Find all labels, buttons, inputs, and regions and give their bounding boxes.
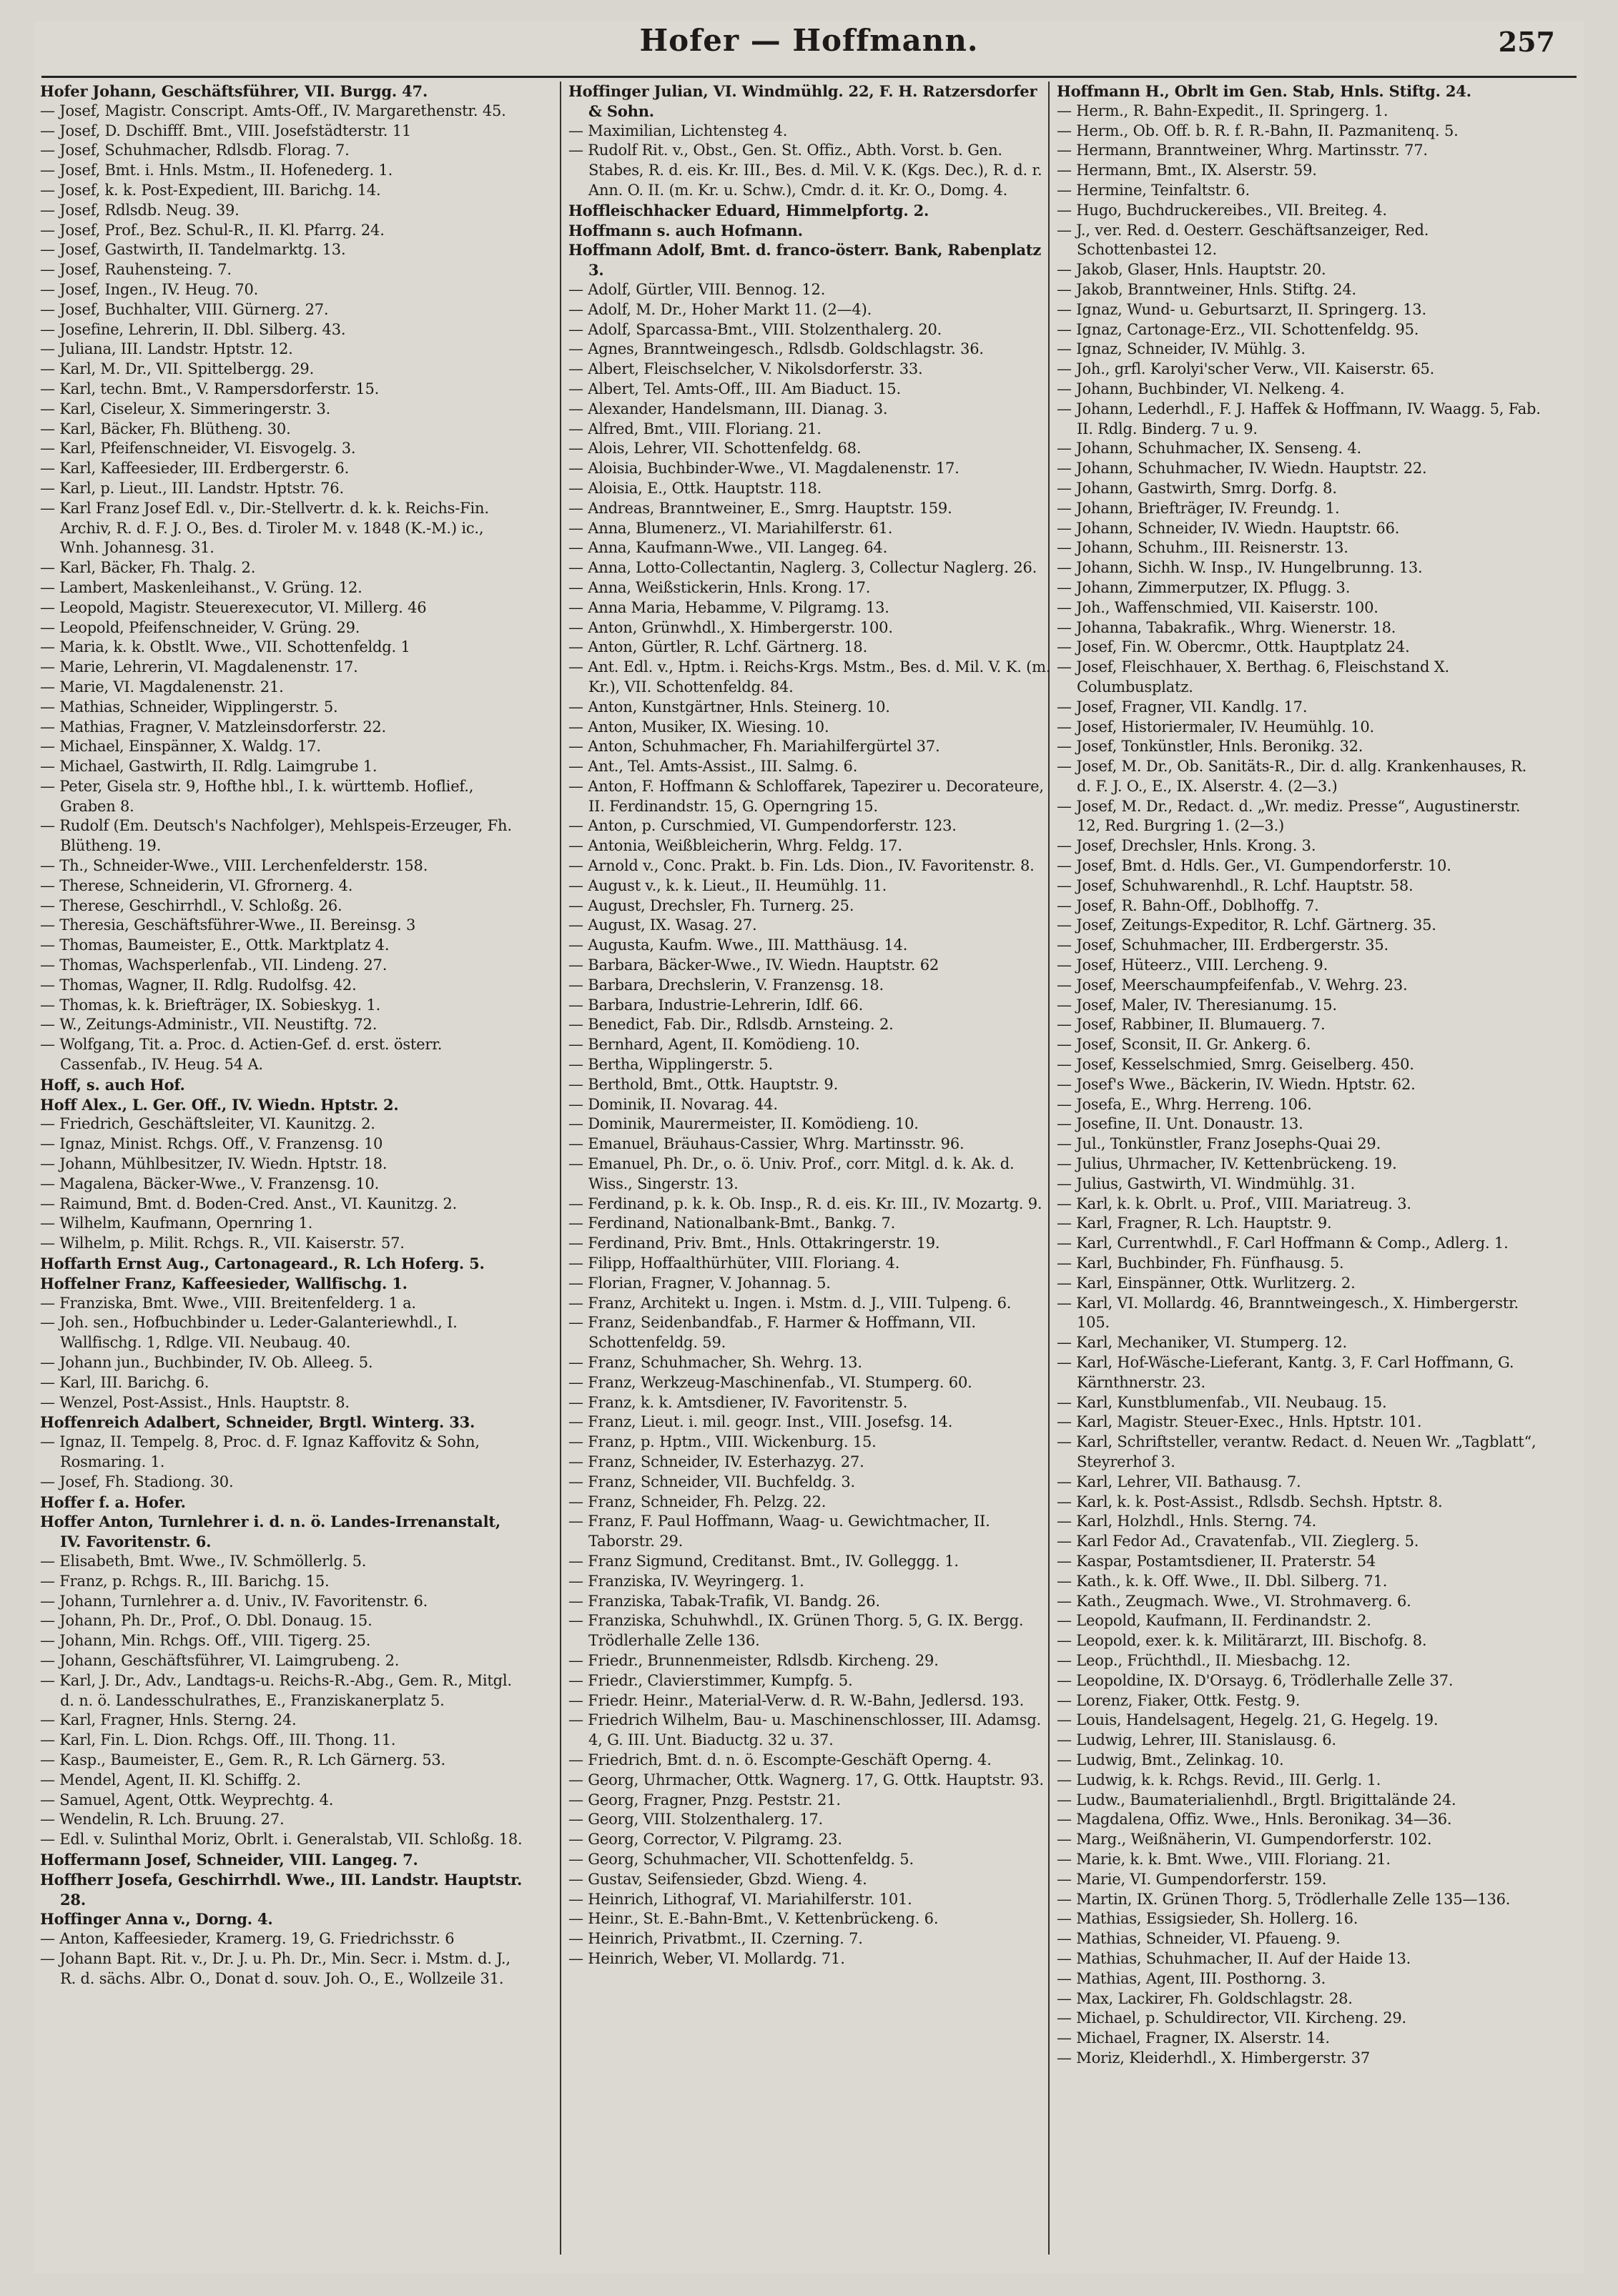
directory-entry: — Josef, Prof., Bez. Schul-R., II. Kl. Pfarrg. 24. (40, 221, 385, 239)
directory-entry: — Michael, p. Schuldirector, VII. Kircheng. 29. (1057, 2009, 1407, 2027)
directory-entry: — Karl, Fragner, Hnls. Sterng. 24. (40, 1711, 297, 1729)
directory-entry: — Karl, k. k. Post-Assist., Rdlsdb. Sechsh. Hptstr. 8. (1057, 1493, 1443, 1510)
directory-entry: — Johann Bapt. Rit. v., Dr. J. u. Ph. Dr., Min. Secr. i. Mstm. d. J., R. d. sächs. Albr. O., Donat d. souv. Joh. O., E., Wollzeile 31. (40, 1949, 510, 1987)
directory-entry: — Karl, M. Dr., VII. Spittelbergg. 29. (40, 360, 315, 378)
directory-entry: — Johann, Schuhmacher, IV. Wiedn. Hauptstr. 22. (1057, 460, 1427, 477)
directory-entry: — Friedr., Clavierstimmer, Kumpfg. 5. (568, 1671, 853, 1689)
directory-entry: — Johann, Geschäftsführer, VI. Laimgrubeng. 2. (40, 1651, 400, 1669)
directory-entry: — Josef, Ingen., IV. Heug. 70. (40, 280, 259, 298)
directory-entry: — Josef, Fin. W. Obercmr., Ottk. Hauptplatz 24. (1057, 638, 1410, 656)
directory-entry: — Mathias, Fragner, V. Matzleinsdorferstr. 22. (40, 718, 387, 736)
directory-entry: — Mathias, Schneider, VI. Pfaueng. 9. (1057, 1930, 1341, 1948)
directory-entry: — Karl, III. Barichg. 6. (40, 1373, 209, 1391)
directory-entry: — Ferdinand, Priv. Bmt., Hnls. Ottakringerstr. 19. (568, 1234, 940, 1252)
directory-entry: — Johann, Sichh. W. Insp., IV. Hungelbrunng. 13. (1057, 559, 1423, 577)
directory-entry: — Marg., Weißnäherin, VI. Gumpendorferstr. 102. (1057, 1831, 1432, 1849)
directory-entry: Hoffenreich Adalbert, Schneider, Brgtl. Winterg. 33. (40, 1413, 475, 1432)
directory-entry: — Josef, Kesselschmied, Smrg. Geiselberg. 450. (1057, 1056, 1414, 1074)
directory-entry: — Franz, Seidenbandfab., F. Harmer & Hoffmann, VII. Schottenfeldg. 59. (568, 1314, 976, 1352)
directory-entry: — Julius, Uhrmacher, IV. Kettenbrückeng. 19. (1057, 1155, 1397, 1173)
directory-entry: — Marie, Lehrerin, VI. Magdalenenstr. 17. (40, 658, 358, 676)
directory-entry: — Marie, k. k. Bmt. Wwe., VIII. Floriang. 21. (1057, 1850, 1391, 1868)
directory-entry: — Johann, Min. Rchgs. Off., VIII. Tigerg. 25. (40, 1632, 371, 1650)
directory-entry: — Moriz, Kleiderhdl., X. Himbergerstr. 37 (1057, 2049, 1371, 2067)
directory-entry: — Leopold, Pfeifenschneider, V. Grüng. 29. (40, 618, 360, 636)
directory-entry: — Mathias, Agent, III. Posthorng. 3. (1057, 1969, 1326, 1987)
directory-entry: — Josef, Schuhmacher, III. Erdbergerstr. 35. (1057, 936, 1389, 954)
directory-entry: — Thomas, Baumeister, E., Ottk. Marktplatz 4. (40, 936, 390, 954)
column-1 (40, 81, 526, 2255)
directory-entry: — Karl Franz Josef Edl. v., Dir.-Stellvertr. d. k. k. Reichs-Fin. Archiv, R. d. F. J. O., Bes. d. Tiroler M. v. 1848 (K.-M.) ic., Wnh. Johannesg. 31. (40, 499, 489, 557)
directory-entry: — Josef, Zeitungs-Expeditor, R. Lchf. Gärtnerg. 35. (1057, 916, 1436, 934)
directory-entry: — Karl, Mechaniker, VI. Stumperg. 12. (1057, 1334, 1347, 1352)
directory-entry: — Therese, Geschirrhdl., V. Schloßg. 26. (40, 896, 342, 914)
directory-entry: — Franziska, Tabak-Trafik, VI. Bandg. 26. (568, 1592, 880, 1610)
directory-entry: — Herm., Ob. Off. b. R. f. R.-Bahn, II. Pazmanitenq. 5. (1057, 122, 1459, 139)
directory-entry: Hoffermann Josef, Schneider, VIII. Langeg. 7. (40, 1850, 418, 1869)
directory-entry: — Andreas, Branntweiner, E., Smrg. Hauptstr. 159. (568, 499, 952, 517)
directory-entry: — Lambert, Maskenleihanst., V. Grüng. 12. (40, 578, 362, 596)
directory-entry: — Karl, Ciseleur, X. Simmeringerstr. 3. (40, 400, 331, 417)
directory-entry: Hoffmann H., Obrlt im Gen. Stab, Hnls. Stiftg. 24. (1057, 82, 1471, 100)
directory-entry: — Johann, Schuhm., III. Reisnerstr. 13. (1057, 539, 1348, 557)
directory-entry: — Josef, k. k. Post-Expedient, III. Barichg. 14. (40, 181, 381, 199)
directory-entry: — Louis, Handelsagent, Hegelg. 21, G. Hegelg. 19. (1057, 1711, 1439, 1729)
directory-entry: — Heinrich, Privatbmt., II. Czerning. 7. (568, 1930, 863, 1948)
directory-entry: — Hermann, Bmt., IX. Alserstr. 59. (1057, 162, 1317, 179)
directory-entry: Hoff Alex., L. Ger. Off., IV. Wiedn. Hptstr. 2. (40, 1095, 399, 1114)
directory-entry: — Josefine, II. Unt. Donaustr. 13. (1057, 1115, 1303, 1133)
directory-entry: — Heinrich, Lithograf, VI. Mariahilferstr. 101. (568, 1890, 912, 1908)
directory-entry: — Karl, Bäcker, Fh. Blütheng. 30. (40, 420, 291, 437)
directory-entry: — Karl, VI. Mollardg. 46, Branntweingesch., X. Himbergerstr. 105. (1057, 1294, 1519, 1332)
directory-entry: — Franziska, IV. Weyringerg. 1. (568, 1572, 804, 1590)
directory-entry: — Edl. v. Sulinthal Moriz, Obrlt. i. Generalstab, VII. Schloßg. 18. (40, 1831, 523, 1849)
directory-entry: — Martin, IX. Grünen Thorg. 5, Trödlerhalle Zelle 135—136. (1057, 1890, 1511, 1908)
directory-entry: Hoffer Anton, Turnlehrer i. d. n. ö. Landes-Irrenanstalt, IV. Favoritenstr. 6. (40, 1513, 500, 1551)
directory-entry: Hoffmann Adolf, Bmt. d. franco-österr. Bank, Rabenplatz 3. (568, 241, 1042, 279)
directory-entry: — Anton, F. Hoffmann & Schloffarek, Tapezirer u. Decorateure, II. Ferdinandstr. 15, G. Operngring 15. (568, 777, 1044, 815)
directory-entry: — Josef, Bmt. d. Hdls. Ger., VI. Gumpendorferstr. 10. (1057, 857, 1451, 875)
directory-entry: — Josef, Hüteerz., VIII. Lercheng. 9. (1057, 956, 1328, 974)
directory-entry: — Franz, Lieut. i. mil. geogr. Inst., VIII. Josefsg. 14. (568, 1413, 953, 1431)
directory-entry: — Albert, Fleischselcher, V. Nikolsdorferstr. 33. (568, 360, 923, 378)
directory-entry: — Franz, Schneider, Fh. Pelzg. 22. (568, 1493, 827, 1510)
directory-entry: — Ignaz, Minist. Rchgs. Off., V. Franzensg. 10 (40, 1135, 383, 1153)
directory-entry: — Franz, Schuhmacher, Sh. Wehrg. 13. (568, 1354, 862, 1371)
directory-entry: — Hugo, Buchdruckereibes., VII. Breiteg. 4. (1057, 201, 1387, 219)
directory-entry: — Bertha, Wipplingerstr. 5. (568, 1056, 774, 1074)
directory-entry: — Florian, Fragner, V. Johannag. 5. (568, 1274, 831, 1292)
directory-entry: — Karl Fedor Ad., Cravatenfab., VII. Zieglerg. 5. (1057, 1533, 1419, 1550)
directory-entry: — Michael, Einspänner, X. Waldg. 17. (40, 738, 321, 756)
directory-entry: — Josef, Fragner, VII. Kandlg. 17. (1057, 698, 1308, 716)
directory-entry: — Johann, Buchbinder, VI. Nelkeng. 4. (1057, 380, 1345, 397)
directory-entry: — Josef, Buchhalter, VIII. Gürnerg. 27. (40, 300, 329, 318)
directory-entry: — W., Zeitungs-Administr., VII. Neustiftg. 72. (40, 1016, 378, 1034)
directory-entry: — August, Drechsler, Fh. Turnerg. 25. (568, 896, 854, 914)
directory-entry: — Josef, Rdlsdb. Neug. 39. (40, 201, 240, 219)
directory-entry: — Ludw., Baumaterialienhdl., Brgtl. Brigittalände 24. (1057, 1791, 1456, 1808)
directory-entry: — Ludwig, k. k. Rchgs. Revid., III. Gerlg. 1. (1057, 1771, 1381, 1788)
directory-entry: — Alexander, Handelsmann, III. Dianag. 3. (568, 400, 888, 417)
directory-entry: Hoffer f. a. Hofer. (40, 1493, 186, 1511)
directory-entry: — Josef, Gastwirth, II. Tandelmarktg. 13. (40, 241, 346, 259)
directory-entry: — Johann jun., Buchbinder, IV. Ob. Alleeg. 5. (40, 1354, 373, 1371)
directory-entry: — Karl, Currentwhdl., F. Carl Hoffmann & Comp., Adlerg. 1. (1057, 1234, 1509, 1252)
directory-entry: — Ant., Tel. Amts-Assist., III. Salmg. 6. (568, 758, 858, 776)
directory-entry: — Ignaz, Schneider, IV. Mühlg. 3. (1057, 340, 1306, 358)
directory-entry: — Michael, Fragner, IX. Alserstr. 14. (1057, 2029, 1330, 2047)
directory-entry: — Josef, Maler, IV. Theresianumg. 15. (1057, 996, 1337, 1014)
directory-entry: — Josef, Fleischhauer, X. Berthag. 6, Fleischstand X. Columbusplatz. (1057, 658, 1449, 696)
directory-entry: — Anton, Schuhmacher, Fh. Mariahilfergürtel 37. (568, 738, 940, 756)
directory-entry: — Johann, Zimmerputzer, IX. Pflugg. 3. (1057, 578, 1351, 596)
directory-entry: — Joh., grfl. Karolyi'scher Verw., VII. Kaiserstr. 65. (1057, 360, 1435, 378)
directory-entry: — Anton, p. Curschmied, VI. Gumpendorferstr. 123. (568, 817, 957, 835)
directory-entry: — Anton, Kunstgärtner, Hnls. Steinerg. 10. (568, 698, 890, 716)
directory-entry: — Johann, Schneider, IV. Wiedn. Hauptstr. 66. (1057, 519, 1400, 537)
directory-entry: — Johann, Mühlbesitzer, IV. Wiedn. Hptstr. 18. (40, 1155, 388, 1173)
directory-page (34, 21, 1584, 2273)
directory-entry: Hoff, s. auch Hof. (40, 1075, 185, 1094)
directory-entry: — Friedrich, Geschäftsleiter, VI. Kaunitzg. 2. (40, 1115, 375, 1133)
directory-entry: — Julius, Gastwirth, VI. Windmühlg. 31. (1057, 1174, 1356, 1192)
directory-entry: — Karl, Holzhdl., Hnls. Sterng. 74. (1057, 1513, 1317, 1530)
directory-entry: — Hermann, Branntweiner, Whrg. Martinsstr. 77. (1057, 142, 1428, 159)
directory-entry: — Kath., Zeugmach. Wwe., VI. Strohmaverg. 6. (1057, 1592, 1411, 1610)
directory-entry: — Leopold, exer. k. k. Militärarzt, III. Bischofg. 8. (1057, 1632, 1427, 1650)
directory-entry: — Raimund, Bmt. d. Boden-Cred. Anst., VI. Kaunitzg. 2. (40, 1194, 458, 1212)
directory-entry: — Friedrich Wilhelm, Bau- u. Maschinenschlosser, III. Adamsg. 4, G. III. Unt. Biaductg. 32 u. 37. (568, 1711, 1042, 1749)
directory-entry: — Ignaz, II. Tempelg. 8, Proc. d. F. Ignaz Kaffovitz & Sohn, Rosmaring. 1. (40, 1433, 480, 1470)
directory-entry: — Samuel, Agent, Ottk. Weyprechtg. 4. (40, 1791, 334, 1808)
directory-entry: — Leop., Früchthdl., II. Miesbachg. 12. (1057, 1651, 1351, 1669)
directory-entry: — Johann, Turnlehrer a. d. Univ., IV. Favoritenstr. 6. (40, 1592, 428, 1610)
directory-entry: — Peter, Gisela str. 9, Hofthe hbl., I. k. württemb. Hoflief., Graben 8. (40, 777, 474, 815)
directory-entry: — Magalena, Bäcker-Wwe., V. Franzensg. 10. (40, 1174, 380, 1192)
directory-entry: Hoffmann s. auch Hofmann. (568, 221, 803, 239)
directory-entry: — Heinrich, Weber, VI. Mollardg. 71. (568, 1949, 845, 1967)
directory-entry: — Karl, techn. Bmt., V. Rampersdorferstr. 15. (40, 380, 380, 397)
directory-entry: — Anna, Kaufmann-Wwe., VII. Langeg. 64. (568, 539, 888, 557)
directory-entry: — Gustav, Seifensieder, Gbzd. Wieng. 4. (568, 1870, 867, 1888)
directory-entry: — Franziska, Bmt. Wwe., VIII. Breitenfelderg. 1 a. (40, 1294, 416, 1312)
column-divider (560, 81, 561, 2255)
directory-entry: — Franz, Schneider, IV. Esterhazyg. 27. (568, 1453, 864, 1470)
directory-entry: — Karl, Lehrer, VII. Bathausg. 7. (1057, 1473, 1301, 1490)
directory-entry: Hoffinger Anna v., Dorng. 4. (40, 1910, 273, 1929)
directory-entry: — Lorenz, Fiaker, Ottk. Festg. 9. (1057, 1691, 1301, 1709)
directory-entry: — Maria, k. k. Obstlt. Wwe., VII. Schottenfeldg. 1 (40, 638, 410, 656)
directory-entry: — Mathias, Schuhmacher, II. Auf der Haide 13. (1057, 1949, 1411, 1967)
directory-entry: — Thomas, k. k. Briefträger, IX. Sobieskyg. 1. (40, 996, 381, 1014)
directory-entry: Hoffelner Franz, Kaffeesieder, Wallfischg. 1. (40, 1274, 408, 1292)
directory-entry: — Friedrich, Bmt. d. n. ö. Escompte-Geschäft Operng. 4. (568, 1751, 992, 1768)
directory-entry: — Ludwig, Lehrer, III. Stanislausg. 6. (1057, 1731, 1336, 1749)
directory-entry: — Josef's Wwe., Bäckerin, IV. Wiedn. Hptstr. 62. (1057, 1075, 1416, 1093)
directory-entry: — Franz, Werkzeug-Maschinenfab., VI. Stumperg. 60. (568, 1373, 972, 1391)
directory-entry: — Wilhelm, Kaufmann, Opernring 1. (40, 1214, 313, 1232)
directory-entry: — Jakob, Branntweiner, Hnls. Stiftg. 24. (1057, 280, 1357, 298)
directory-entry: — Franz, F. Paul Hoffmann, Waag- u. Gewichtmacher, II. Taborstr. 29. (568, 1513, 990, 1550)
page-number: 257 (1498, 26, 1555, 58)
directory-entry: — Wendelin, R. Lch. Bruung. 27. (40, 1811, 285, 1829)
directory-entry: — Anton, Grünwhdl., X. Himbergerstr. 100. (568, 618, 893, 636)
directory-entry: — Aloisia, E., Ottk. Hauptstr. 118. (568, 479, 822, 497)
directory-entry: — Magdalena, Offiz. Wwe., Hnls. Beronikag. 34—36. (1057, 1811, 1452, 1829)
directory-entry: — Karl, Pfeifenschneider, VI. Eisvogelg. 3. (40, 440, 356, 457)
directory-entry: — Josefa, E., Whrg. Herreng. 106. (1057, 1095, 1312, 1113)
directory-entry: — Josef, R. Bahn-Off., Doblhoffg. 7. (1057, 896, 1319, 914)
directory-entry: — Jul., Tonkünstler, Franz Josephs-Quai 29. (1057, 1135, 1381, 1153)
directory-entry: — Anna, Lotto-Collectantin, Naglerg. 3, Collectur Naglerg. 26. (568, 559, 1037, 577)
directory-entry: — Josef, Schuhmacher, Rdlsdb. Florag. 7. (40, 142, 350, 159)
directory-entry: — Adolf, M. Dr., Hoher Markt 11. (2—4). (568, 300, 872, 318)
directory-entry: — August v., k. k. Lieut., II. Heumühlg. 11. (568, 876, 887, 894)
directory-entry: — Rudolf Rit. v., Obst., Gen. St. Offiz., Abth. Vorst. b. Gen. Stabes, R. d. eis. Kr. III., Bes. d. Mil. V. K. (Kgs. Dec.), R. d. r. Ann. O. II. (m. Kr. u. Schw.), Cmdr. d. it. Kr. O., Domg. 4. (568, 142, 1042, 199)
directory-entry: — Bernhard, Agent, II. Komödieng. 10. (568, 1036, 860, 1054)
directory-entry: — Kaspar, Postamtsdiener, II. Praterstr. 54 (1057, 1552, 1376, 1570)
directory-entry: — Ignaz, Cartonage-Erz., VII. Schottenfeldg. 95. (1057, 320, 1419, 338)
directory-entry: — Franz, k. k. Amtsdiener, IV. Favoritenstr. 5. (568, 1393, 908, 1411)
directory-entry: — Benedict, Fab. Dir., Rdlsdb. Arnsteing. 2. (568, 1016, 894, 1034)
directory-entry: — Josef, Meerschaumpfeifenfab., V. Wehrg. 23. (1057, 976, 1408, 994)
header-rule (41, 76, 1577, 78)
directory-entry: — Josef, D. Dschifff. Bmt., VIII. Josefstädterstr. 11 (40, 122, 412, 139)
directory-entry: — Adolf, Gürtler, VIII. Bennog. 12. (568, 280, 826, 298)
directory-entry: — Ant. Edl. v., Hptm. i. Reichs-Krgs. Mstm., Bes. d. Mil. V. K. (m. Kr.), VII. Schottenfeldg. 84. (568, 658, 1051, 696)
directory-entry: — Josefine, Lehrerin, II. Dbl. Silberg. 43. (40, 320, 346, 338)
directory-entry: — Agnes, Branntweingesch., Rdlsdb. Goldschlagstr. 36. (568, 340, 984, 358)
directory-entry: — Georg, Uhrmacher, Ottk. Wagnerg. 17, G. Ottk. Hauptstr. 93. (568, 1771, 1044, 1788)
directory-entry: — Karl, Kaffeesieder, III. Erdbergerstr. 6. (40, 460, 350, 477)
directory-entry: — Josef, M. Dr., Ob. Sanitäts-R., Dir. d. allg. Krankenhauses, R. d. F. J. O., E., IX. Alserstr. 4. (2—3.) (1057, 758, 1527, 795)
directory-entry: — Karl, Fragner, R. Lch. Hauptstr. 9. (1057, 1214, 1332, 1232)
directory-entry: Hoffinger Julian, VI. Windmühlg. 22, F. H. Ratzersdorfer & Sohn. (568, 82, 1037, 120)
directory-entry: — Mathias, Schneider, Wipplingerstr. 5. (40, 698, 338, 716)
directory-entry: — Augusta, Kaufm. Wwe., III. Matthäusg. 14. (568, 936, 908, 954)
directory-entry: — Max, Lackirer, Fh. Goldschlagstr. 28. (1057, 1989, 1353, 2007)
directory-entry: — Wenzel, Post-Assist., Hnls. Hauptstr. 8. (40, 1393, 350, 1411)
directory-entry: — Wilhelm, p. Milit. Rchgs. R., VII. Kaiserstr. 57. (40, 1234, 405, 1252)
directory-entry: — Franz, p. Rchgs. R., III. Barichg. 15. (40, 1572, 330, 1590)
directory-entry: — Theresia, Geschäftsführer-Wwe., II. Bereinsg. 3 (40, 916, 416, 934)
directory-entry: — Wolfgang, Tit. a. Proc. d. Actien-Gef. d. erst. österr. Cassenfab., IV. Heug. 54 A. (40, 1036, 443, 1074)
directory-entry: — Anton, Kaffeesieder, Kramerg. 19, G. Friedrichsstr. 6 (40, 1930, 455, 1948)
directory-entry: — Karl, Kunstblumenfab., VII. Neubaug. 15. (1057, 1393, 1387, 1411)
directory-entry: — Leopold, Kaufmann, II. Ferdinandstr. 2. (1057, 1612, 1371, 1630)
directory-entry: — Dominik, II. Novarag. 44. (568, 1095, 778, 1113)
directory-entry: — Georg, VIII. Stolzenthalerg. 17. (568, 1811, 824, 1829)
page-title: Hofer — Hoffmann. (639, 23, 979, 58)
directory-entry: — Georg, Schuhmacher, VII. Schottenfeldg. 5. (568, 1850, 914, 1868)
directory-entry: — Josef, Drechsler, Hnls. Krong. 3. (1057, 837, 1316, 855)
directory-entry: — Johann, Lederhdl., F. J. Haffek & Hoffmann, IV. Waagg. 5, Fab. II. Rdlg. Binderg. 7 u. 9. (1057, 400, 1541, 437)
directory-entry: — Franz, p. Hptm., VIII. Wickenburg. 15. (568, 1433, 877, 1451)
directory-entry: — Karl, Bäcker, Fh. Thalg. 2. (40, 559, 256, 577)
directory-entry: — Therese, Schneiderin, VI. Gfrornerg. 4. (40, 876, 353, 894)
directory-entry: — Emanuel, Bräuhaus-Cassier, Whrg. Martinsstr. 96. (568, 1135, 965, 1153)
directory-entry: — Karl, Buchbinder, Fh. Fünfhausg. 5. (1057, 1255, 1344, 1272)
directory-entry: — Josef, Rabbiner, II. Blumauerg. 7. (1057, 1016, 1326, 1034)
column-2 (568, 81, 1055, 2255)
directory-entry: — Michael, Gastwirth, II. Rdlg. Laimgrube 1. (40, 758, 378, 776)
directory-entry: — Marie, VI. Gumpendorferstr. 159. (1057, 1870, 1327, 1888)
directory-entry: — Barbara, Industrie-Lehrerin, Idlf. 66. (568, 996, 864, 1014)
directory-entry: — Anna Maria, Hebamme, V. Pilgramg. 13. (568, 598, 889, 616)
directory-entry: — Karl, Magistr. Steuer-Exec., Hnls. Hptstr. 101. (1057, 1413, 1422, 1431)
directory-entry: — Josef, M. Dr., Redact. d. „Wr. mediz. Presse“, Augustinerstr. 12, Red. Burgring 1. (2—3.) (1057, 797, 1521, 835)
directory-entry: — Anton, Gürtler, R. Lchf. Gärtnerg. 18. (568, 638, 868, 656)
directory-entry: Hoffarth Ernst Aug., Cartonageard., R. Lch Hoferg. 5. (40, 1255, 485, 1273)
directory-entry: — Josef, Schuhwarenhdl., R. Lchf. Hauptstr. 58. (1057, 876, 1414, 894)
directory-entry: — August, IX. Wasag. 27. (568, 916, 757, 934)
directory-entry: — Rudolf (Em. Deutsch's Nachfolger), Mehlspeis-Erzeuger, Fh. Blütheng. 19. (40, 817, 512, 855)
directory-entry: — Alfred, Bmt., VIII. Floriang. 21. (568, 420, 822, 437)
directory-entry: — Josef, Historiermaler, IV. Heumühlg. 10. (1057, 718, 1374, 736)
directory-entry: — Mendel, Agent, II. Kl. Schiffg. 2. (40, 1771, 301, 1788)
directory-entry: Hoffherr Josefa, Geschirrhdl. Wwe., III. Landstr. Hauptstr. 28. (40, 1870, 523, 1909)
directory-entry: — Jakob, Glaser, Hnls. Hauptstr. 20. (1057, 261, 1326, 279)
directory-entry: Hoffleischhacker Eduard, Himmelpfortg. 2. (568, 201, 929, 219)
directory-entry: — Josef, Rauhensteing. 7. (40, 261, 232, 279)
directory-entry: — Ludwig, Bmt., Zelinkag. 10. (1057, 1751, 1284, 1768)
directory-entry: — Alois, Lehrer, VII. Schottenfeldg. 68. (568, 440, 862, 457)
directory-entry: — Friedr., Brunnenmeister, Rdlsdb. Kircheng. 29. (568, 1651, 939, 1669)
directory-entry: — Johann, Gastwirth, Smrg. Dorfg. 8. (1057, 479, 1337, 497)
directory-entry: — Karl, J. Dr., Adv., Landtags-u. Reichs-R.-Abg., Gem. R., Mitgl. d. n. ö. Landesschulrathes, E., Franziskanerplatz 5. (40, 1671, 512, 1709)
directory-entry: — J., ver. Red. d. Oesterr. Geschäftsanzeiger, Red. Schottenbastei 12. (1057, 221, 1429, 259)
directory-entry: — Dominik, Maurermeister, II. Komödieng. 10. (568, 1115, 919, 1133)
directory-entry: — Joh. sen., Hofbuchbinder u. Leder-Galanteriewhdl., I. Wallfischg. 1, Rdlge. VII. Neubaug. 40. (40, 1314, 458, 1352)
directory-entry: — Aloisia, Buchbinder-Wwe., VI. Magdalenenstr. 17. (568, 460, 960, 477)
directory-entry: — Karl, k. k. Obrlt. u. Prof., VIII. Mariatreug. 3. (1057, 1194, 1411, 1212)
directory-entry: — Johann, Schuhmacher, IX. Senseng. 4. (1057, 440, 1362, 457)
directory-entry: — Adolf, Sparcassa-Bmt., VIII. Stolzenthalerg. 20. (568, 320, 942, 338)
directory-entry: — Leopold, Magistr. Steuerexecutor, VI. Millerg. 46 (40, 598, 427, 616)
directory-entry: — Karl, p. Lieut., III. Landstr. Hptstr. 76. (40, 479, 344, 497)
directory-entry: — Th., Schneider-Wwe., VIII. Lerchenfelderstr. 158. (40, 857, 428, 875)
directory-entry: — Albert, Tel. Amts-Off., III. Am Biaduct. 15. (568, 380, 901, 397)
directory-entry: — Joh., Waffenschmied, VII. Kaiserstr. 100. (1057, 598, 1378, 616)
directory-entry: — Herm., R. Bahn-Expedit., II. Springerg. 1. (1057, 102, 1388, 119)
directory-entry: — Josef, Fh. Stadiong. 30. (40, 1473, 234, 1490)
directory-entry: — Anton, Musiker, IX. Wiesing. 10. (568, 718, 829, 736)
directory-entry: — Franz, Schneider, VII. Buchfeldg. 3. (568, 1473, 855, 1490)
directory-entry: — Ferdinand, Nationalbank-Bmt., Bankg. 7. (568, 1214, 896, 1232)
directory-entry: — Antonia, Weißbleicherin, Whrg. Feldg. 17. (568, 837, 902, 855)
directory-entry: — Josef, Tonkünstler, Hnls. Beronikg. 32. (1057, 738, 1363, 756)
directory-entry: — Josef, Sconsit, II. Gr. Ankerg. 6. (1057, 1036, 1311, 1054)
directory-entry: — Josef, Magistr. Conscript. Amts-Off., IV. Margarethenstr. 45. (40, 102, 506, 119)
directory-entry: — Anna, Weißstickerin, Hnls. Krong. 17. (568, 578, 871, 596)
directory-entry: — Karl, Hof-Wäsche-Lieferant, Kantg. 3, F. Carl Hoffmann, G. Kärnthnerstr. 23. (1057, 1354, 1514, 1391)
directory-entry: — Johanna, Tabakrafik., Whrg. Wienerstr. 18. (1057, 618, 1396, 636)
directory-entry: — Josef, Bmt. i. Hnls. Mstm., II. Hofenederg. 1. (40, 162, 393, 179)
directory-entry: — Franz, Architekt u. Ingen. i. Mstm. d. J., VIII. Tulpeng. 6. (568, 1294, 1012, 1312)
directory-entry: — Karl, Fin. L. Dion. Rchgs. Off., III. Thong. 11. (40, 1731, 396, 1749)
directory-entry: — Hermine, Teinfaltstr. 6. (1057, 181, 1251, 199)
directory-entry: — Barbara, Drechslerin, V. Franzensg. 18. (568, 976, 884, 994)
directory-entry: — Filipp, Hoffaalthürhüter, VIII. Floriang. 4. (568, 1255, 900, 1272)
directory-entry: — Juliana, III. Landstr. Hptstr. 12. (40, 340, 293, 358)
directory-entry: — Friedr. Heinr., Material-Verw. d. R. W.-Bahn, Jedlersd. 193. (568, 1691, 1025, 1709)
directory-entry: — Johann, Ph. Dr., Prof., O. Dbl. Donaug. 15. (40, 1612, 373, 1630)
directory-entry: — Thomas, Wagner, II. Rdlg. Rudolfsg. 42. (40, 976, 357, 994)
directory-entry: — Berthold, Bmt., Ottk. Hauptstr. 9. (568, 1075, 839, 1093)
directory-entry: — Kasp., Baumeister, E., Gem. R., R. Lch Gärnerg. 53. (40, 1751, 446, 1768)
directory-entry: — Heinr., St. E.-Bahn-Bmt., V. Kettenbrückeng. 6. (568, 1910, 939, 1928)
directory-entry: — Emanuel, Ph. Dr., o. ö. Univ. Prof., corr. Mitgl. d. k. Ak. d. Wiss., Singerstr. 13. (568, 1155, 1015, 1192)
directory-entry: — Johann, Briefträger, IV. Freundg. 1. (1057, 499, 1340, 517)
directory-entry: — Franziska, Schuhwhdl., IX. Grünen Thorg. 5, G. IX. Bergg. Trödlerhalle Zelle 136. (568, 1612, 1024, 1650)
directory-entry: — Maximilian, Lichtensteg 4. (568, 122, 788, 139)
directory-entry: — Anna, Blumenerz., VI. Mariahilferstr. 61. (568, 519, 893, 537)
directory-entry: — Thomas, Wachsperlenfab., VII. Lindeng. 27. (40, 956, 388, 974)
directory-entry: Hofer Johann, Geschäftsführer, VII. Burgg. 47. (40, 82, 428, 100)
directory-entry: — Barbara, Bäcker-Wwe., IV. Wiedn. Hauptstr. 62 (568, 956, 939, 974)
column-3 (1057, 81, 1543, 2255)
directory-entry: — Leopoldine, IX. D'Orsayg. 6, Trödlerhalle Zelle 37. (1057, 1671, 1454, 1689)
directory-entry: — Ignaz, Wund- u. Geburtsarzt, II. Springerg. 13. (1057, 300, 1426, 318)
directory-entry: — Georg, Fragner, Pnzg. Peststr. 21. (568, 1791, 841, 1808)
directory-entry: — Karl, Schriftsteller, verantw. Redact. d. Neuen Wr. „Tagblatt“, Steyrerhof 3. (1057, 1433, 1536, 1470)
directory-entry: — Karl, Einspänner, Ottk. Wurlitzerg. 2. (1057, 1274, 1356, 1292)
directory-entry: — Elisabeth, Bmt. Wwe., IV. Schmöllerlg. 5. (40, 1552, 367, 1570)
directory-entry: — Georg, Corrector, V. Pilgramg. 23. (568, 1831, 842, 1849)
directory-entry: — Franz Sigmund, Creditanst. Bmt., IV. Golleggg. 1. (568, 1552, 959, 1570)
directory-entry: — Kath., k. k. Off. Wwe., II. Dbl. Silberg. 71. (1057, 1572, 1388, 1590)
directory-entry: — Arnold v., Conc. Prakt. b. Fin. Lds. Dion., IV. Favoritenstr. 8. (568, 857, 1035, 875)
page-header (34, 21, 1584, 71)
directory-entry: — Mathias, Essigsieder, Sh. Hollerg. 16. (1057, 1910, 1358, 1928)
directory-entry: — Marie, VI. Magdalenenstr. 21. (40, 678, 284, 696)
directory-entry: — Ferdinand, p. k. k. Ob. Insp., R. d. eis. Kr. III., IV. Mozartg. 9. (568, 1194, 1042, 1212)
